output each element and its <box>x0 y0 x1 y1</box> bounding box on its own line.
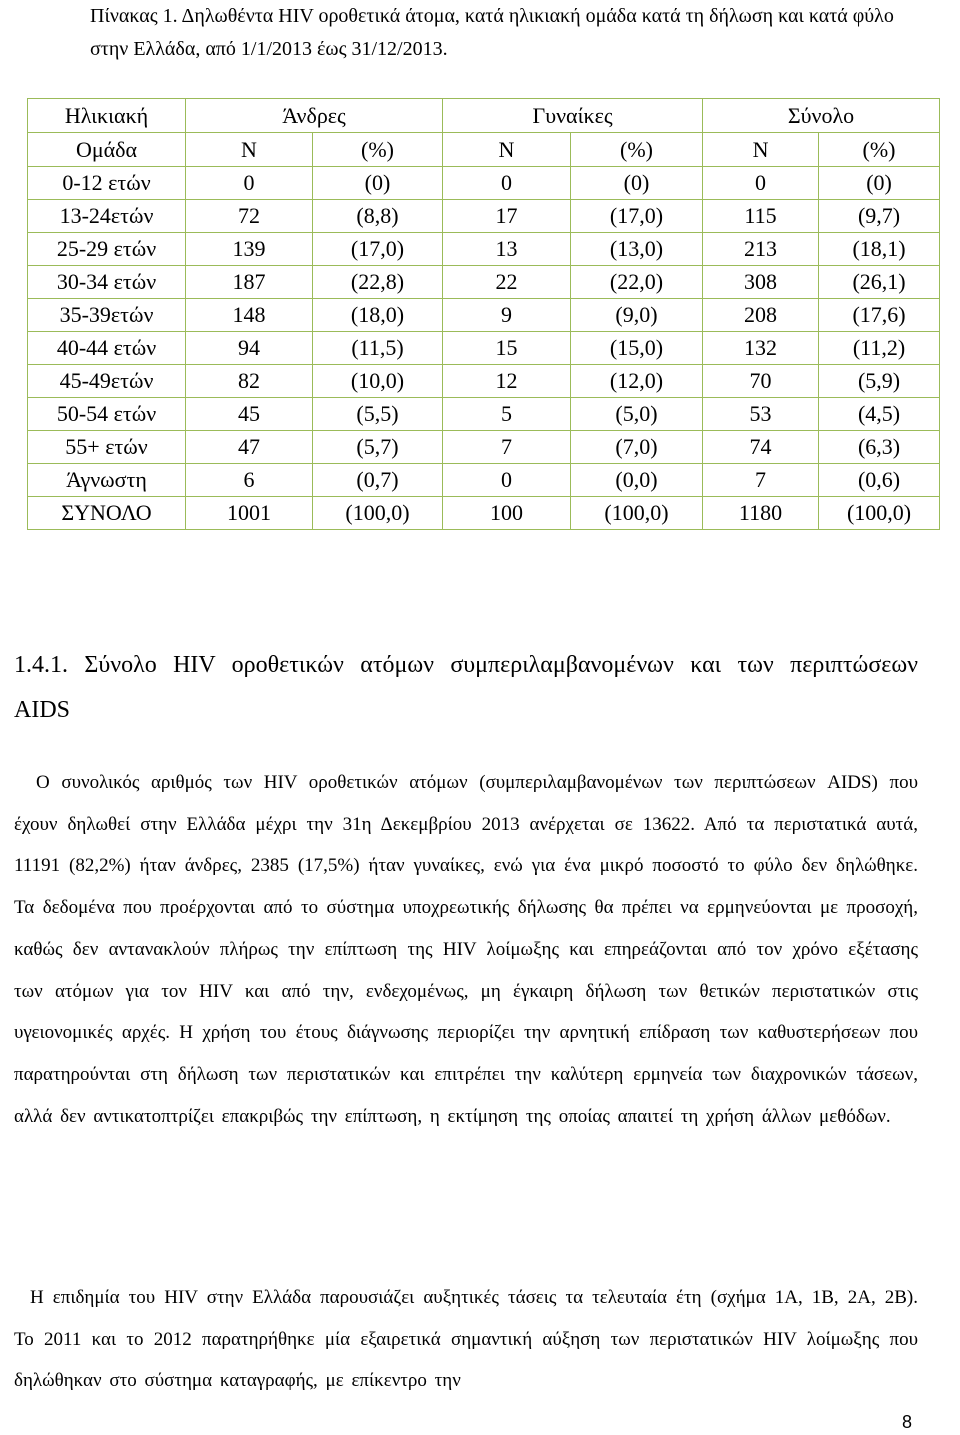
cell-men-pct: (11,5) <box>313 332 443 365</box>
cell-men-n: 94 <box>186 332 313 365</box>
cell-women-pct: (7,0) <box>571 431 703 464</box>
table-row <box>28 365 940 398</box>
section-heading: 1.4.1. Σύνολο HIV οροθετικών ατόμων συμπεριλαμβανομένων και των περιπτώσεων AIDS <box>14 652 918 723</box>
cell-women-n: 15 <box>443 332 571 365</box>
cell-men-n: 139 <box>186 233 313 266</box>
header-total: Σύνολο <box>703 99 940 133</box>
cell-total-n: 132 <box>703 332 819 365</box>
cell-women-pct: (100,0) <box>571 497 703 530</box>
cell-men-n: 72 <box>186 200 313 233</box>
cell-women-pct: (22,0) <box>571 266 703 299</box>
header-women: Γυναίκες <box>443 99 703 133</box>
header-men-pct: (%) <box>313 133 443 167</box>
cell-men-n: 47 <box>186 431 313 464</box>
cell-men-pct: (10,0) <box>313 365 443 398</box>
header-age-group-label: Ηλικιακή <box>28 99 186 133</box>
cell-total-n: 213 <box>703 233 819 266</box>
cell-age-group: 13-24ετών <box>28 200 186 233</box>
cell-women-n: 100 <box>443 497 571 530</box>
table-row <box>28 332 940 365</box>
table-caption: Πίνακας 1. Δηλωθέντα HIV οροθετικά άτομα, κατά ηλικιακή ομάδα κατά τη δήλωση και κατά φύλο στην Ελλάδα, από 1/1/2013 έως 31/12/2013. <box>90 5 894 60</box>
table-header-row-top <box>28 99 940 133</box>
page-number: 8 <box>902 1412 913 1432</box>
cell-age-group: ΣΥΝΟΛΟ <box>28 497 186 530</box>
cell-age-group: 0-12 ετών <box>28 167 186 200</box>
cell-women-pct: (0,0) <box>571 464 703 497</box>
cell-total-n: 115 <box>703 200 819 233</box>
cell-total-pct: (11,2) <box>819 332 940 365</box>
cell-age-group: 45-49ετών <box>28 365 186 398</box>
cell-men-n: 148 <box>186 299 313 332</box>
cell-women-pct: (9,0) <box>571 299 703 332</box>
cell-men-pct: (22,8) <box>313 266 443 299</box>
cell-age-group: 25-29 ετών <box>28 233 186 266</box>
cell-men-pct: (0) <box>313 167 443 200</box>
table-row <box>28 266 940 299</box>
cell-total-pct: (0,6) <box>819 464 940 497</box>
table-row <box>28 464 940 497</box>
table-row <box>28 398 940 431</box>
cell-age-group: 50-54 ετών <box>28 398 186 431</box>
cell-women-pct: (15,0) <box>571 332 703 365</box>
cell-women-n: 5 <box>443 398 571 431</box>
cell-total-pct: (26,1) <box>819 266 940 299</box>
hiv-age-sex-table <box>27 98 940 530</box>
cell-total-n: 74 <box>703 431 819 464</box>
cell-men-pct: (17,0) <box>313 233 443 266</box>
cell-age-group: 55+ ετών <box>28 431 186 464</box>
cell-women-pct: (13,0) <box>571 233 703 266</box>
body-paragraph-2: Η επιδημία του HIV στην Ελλάδα παρουσιάζει αυξητικές τάσεις τα τελευταία έτη (σχήμα 1Α, 1Β, 2Α, 2Β). Το 2011 και το 2012 παρατηρήθηκε μία εξαιρετικά σημαντική αύξηση των περιστατικών HIV λοίμωξης που δηλώθηκαν στο σύστημα καταγραφής, με επίκεντρο την <box>14 1287 918 1392</box>
body-paragraph-1: Ο συνολικός αριθμός των HIV οροθετικών ατόμων (συμπεριλαμβανομένων των περιπτώσεων AIDS) που έχουν δηλωθεί στην Ελλάδα μέχρι την 31η Δεκεμβρίου 2013 ανέρχεται σε 13622. Από τα περιστατικά αυτά, 11191 (82,2%) ήταν άνδρες, 2385 (17,5%) ήταν γυναίκες, ενώ για ένα μικρό ποσοστό το φύλο δεν δηλώθηκε. Τα δεδομένα που προέρχονται από το σύστημα υποχρεωτικής δήλωσης θα πρέπει να ερμηνεύονται με προσοχή, καθώς δεν αντανακλούν πλήρως την επίπτωση της HIV λοίμωξης και επηρεάζονται από τον χρόνο εξέτασης των ατόμων για τον HIV και από την, ενδεχομένως, μη έγκαιρη δήλωση των θετικών περιστατικών στις υγειονομικές αρχές. Η χρήση του έτους διάγνωσης περιορίζει την αρνητική επίδραση των καθυστερήσεων που παρατηρούνται στη δήλωση των περιστατικών και επιτρέπει την καλύτερη ερμηνεία των διαχρονικών τάσεων, αλλά δεν αντικατοπτρίζει επακριβώς την επίπτωση, η εκτίμηση της οποίας απαιτεί τη χρήση άλλων μεθόδων. <box>14 772 918 1127</box>
cell-men-pct: (5,7) <box>313 431 443 464</box>
header-total-n: Ν <box>703 133 819 167</box>
cell-age-group: 40-44 ετών <box>28 332 186 365</box>
table-row <box>28 200 940 233</box>
cell-men-n: 187 <box>186 266 313 299</box>
cell-women-n: 0 <box>443 464 571 497</box>
cell-women-n: 12 <box>443 365 571 398</box>
cell-total-n: 0 <box>703 167 819 200</box>
cell-total-pct: (6,3) <box>819 431 940 464</box>
cell-men-n: 0 <box>186 167 313 200</box>
cell-women-pct: (0) <box>571 167 703 200</box>
cell-total-pct: (9,7) <box>819 200 940 233</box>
cell-age-group: 30-34 ετών <box>28 266 186 299</box>
cell-total-n: 308 <box>703 266 819 299</box>
cell-women-pct: (12,0) <box>571 365 703 398</box>
cell-age-group: 35-39ετών <box>28 299 186 332</box>
header-group-label: Ομάδα <box>28 133 186 167</box>
cell-total-pct: (4,5) <box>819 398 940 431</box>
cell-men-n: 6 <box>186 464 313 497</box>
table-row <box>28 233 940 266</box>
cell-women-n: 9 <box>443 299 571 332</box>
cell-women-pct: (17,0) <box>571 200 703 233</box>
header-total-pct: (%) <box>819 133 940 167</box>
table-row <box>28 431 940 464</box>
cell-men-pct: (100,0) <box>313 497 443 530</box>
cell-women-n: 0 <box>443 167 571 200</box>
header-women-n: Ν <box>443 133 571 167</box>
cell-women-n: 13 <box>443 233 571 266</box>
cell-men-n: 82 <box>186 365 313 398</box>
cell-women-n: 17 <box>443 200 571 233</box>
cell-total-pct: (0) <box>819 167 940 200</box>
cell-total-pct: (18,1) <box>819 233 940 266</box>
cell-total-n: 7 <box>703 464 819 497</box>
cell-age-group: Άγνωστη <box>28 464 186 497</box>
header-men: Άνδρες <box>186 99 443 133</box>
cell-total-pct: (5,9) <box>819 365 940 398</box>
table-row <box>28 497 940 530</box>
cell-total-pct: (17,6) <box>819 299 940 332</box>
cell-total-n: 70 <box>703 365 819 398</box>
cell-women-pct: (5,0) <box>571 398 703 431</box>
header-women-pct: (%) <box>571 133 703 167</box>
cell-men-n: 45 <box>186 398 313 431</box>
table-header-row-bottom <box>28 133 940 167</box>
cell-men-pct: (5,5) <box>313 398 443 431</box>
cell-total-n: 208 <box>703 299 819 332</box>
cell-women-n: 7 <box>443 431 571 464</box>
cell-men-pct: (18,0) <box>313 299 443 332</box>
cell-men-n: 1001 <box>186 497 313 530</box>
header-men-n: Ν <box>186 133 313 167</box>
cell-men-pct: (8,8) <box>313 200 443 233</box>
cell-men-pct: (0,7) <box>313 464 443 497</box>
cell-women-n: 22 <box>443 266 571 299</box>
cell-total-n: 1180 <box>703 497 819 530</box>
table-row <box>28 167 940 200</box>
cell-total-n: 53 <box>703 398 819 431</box>
cell-total-pct: (100,0) <box>819 497 940 530</box>
table-row <box>28 299 940 332</box>
